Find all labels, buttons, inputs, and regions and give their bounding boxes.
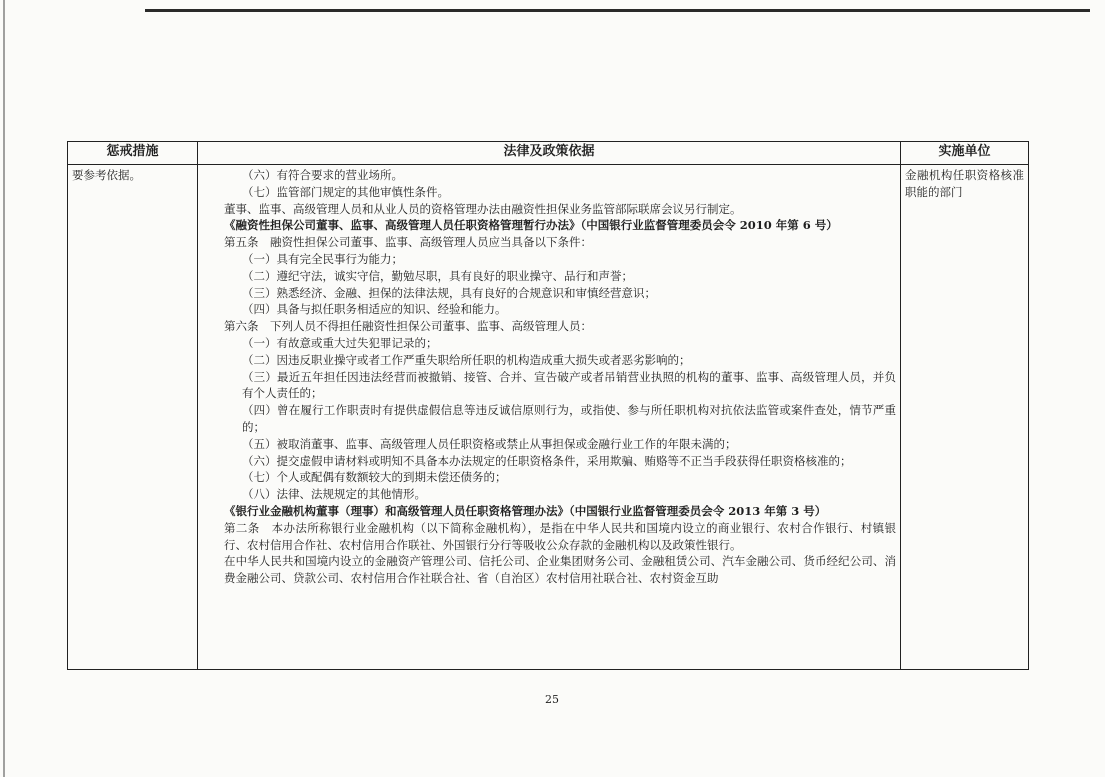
table-header-row	[68, 142, 1029, 165]
header-implementing-unit: 实施单位	[901, 142, 1029, 165]
legal-text-line: （八）法律、法规规定的其他情形。	[242, 487, 426, 502]
legal-text-line: （七）监管部门规定的其他审慎性条件。	[242, 184, 449, 199]
table-row	[68, 165, 1029, 670]
legal-text-line: （六）提交虚假申请材料或明知不具备本办法规定的任职资格条件，采用欺骗、贿赂等不正当手段获得任职资格核准的；	[242, 453, 852, 468]
top-border-rule	[145, 9, 1090, 12]
legal-text-line: 第五条 融资性担保公司董事、监事、高级管理人员应当具备以下条件：	[224, 235, 592, 250]
legal-basis-cell	[198, 165, 901, 670]
legal-text-line: （六）有符合要求的营业场所。	[242, 168, 403, 182]
legal-text-line: 董事、监事、高级管理人员和从业人员的资格管理办法由融资性担保业务监管部际联席会议另行制定。	[224, 201, 742, 216]
legal-text-line: （四）曾在履行工作职责时有提供虚假信息等违反诚信原则行为，或指使、参与所任职机构对抗依法监管或案件查处，情节严重的；	[242, 403, 896, 434]
legal-text-line: （三）最近五年担任因违法经营而被撤销、接管、合并、宣告破产或者吊销营业执照的机构的董事、监事、高级管理人员，并负有个人责任的；	[242, 369, 896, 401]
legal-text-line: （一）有故意或重大过失犯罪记录的；	[242, 335, 438, 350]
legal-text-line: 在中华人民共和国境内设立的金融资产管理公司、信托公司、企业集团财务公司、金融租赁公司、汽车金融公司、货币经纪公司、消费金融公司、贷款公司、农村信用合作社联合社、省（自治区）农村信用社联合社、农村资金互助	[224, 554, 896, 586]
header-legal-basis: 法律及政策依据	[198, 142, 901, 165]
legal-text-line: （二）因违反职业操守或者工作严重失职给所任职的机构造成重大损失或者恶劣影响的；	[242, 352, 691, 367]
legal-text-line: （二）遵纪守法，诚实守信，勤勉尽职，具有良好的职业操守、品行和声誉；	[242, 268, 633, 283]
legal-text-line: （一）具有完全民事行为能力；	[242, 251, 403, 266]
legal-text-line: （三）熟悉经济、金融、担保的法律法规，具有良好的合规意识和审慎经营意识；	[242, 285, 656, 300]
implementing-unit-cell	[901, 165, 1029, 670]
measure-cell: 要参考依据。	[68, 165, 198, 670]
legal-text-line: （七）个人或配偶有数额较大的到期未偿还债务的；	[242, 470, 507, 485]
legal-text-line: （五）被取消董事、监事、高级管理人员任职资格或禁止从事担保或金融行业工作的年限未满的；	[242, 436, 737, 451]
implementing-unit-text: 金融机构任职资格核准职能的部门	[905, 168, 1024, 199]
scan-left-edge	[3, 0, 5, 777]
page-number: 25	[545, 693, 559, 706]
regulation-title-line: 《融资性担保公司董事、监事、高级管理人员任职资格管理暂行办法》（中国银行业监督管理委员会令 2010 年第 6 号）	[224, 218, 838, 233]
legal-text-line: （四）具备与拟任职务相适应的知识、经验和能力。	[242, 302, 507, 317]
legal-text-line: 第二条 本办法所称银行业金融机构（以下简称金融机构），是指在中华人民共和国境内设立的商业银行、农村合作银行、村镇银行、农村信用合作社、农村信用合作联社、外国银行分行等吸收公众存款的金融机构以及政策性银行。	[224, 520, 896, 552]
legal-basis-lines	[202, 167, 896, 587]
header-measures: 惩戒措施	[68, 142, 198, 165]
regulation-table	[67, 141, 1029, 670]
regulation-title-line: 《银行业金融机构董事（理事）和高级管理人员任职资格管理办法》（中国银行业监督管理委员会令 2013 年第 3 号）	[224, 503, 827, 518]
legal-text-line: 第六条 下列人员不得担任融资性担保公司董事、监事、高级管理人员：	[224, 319, 592, 334]
